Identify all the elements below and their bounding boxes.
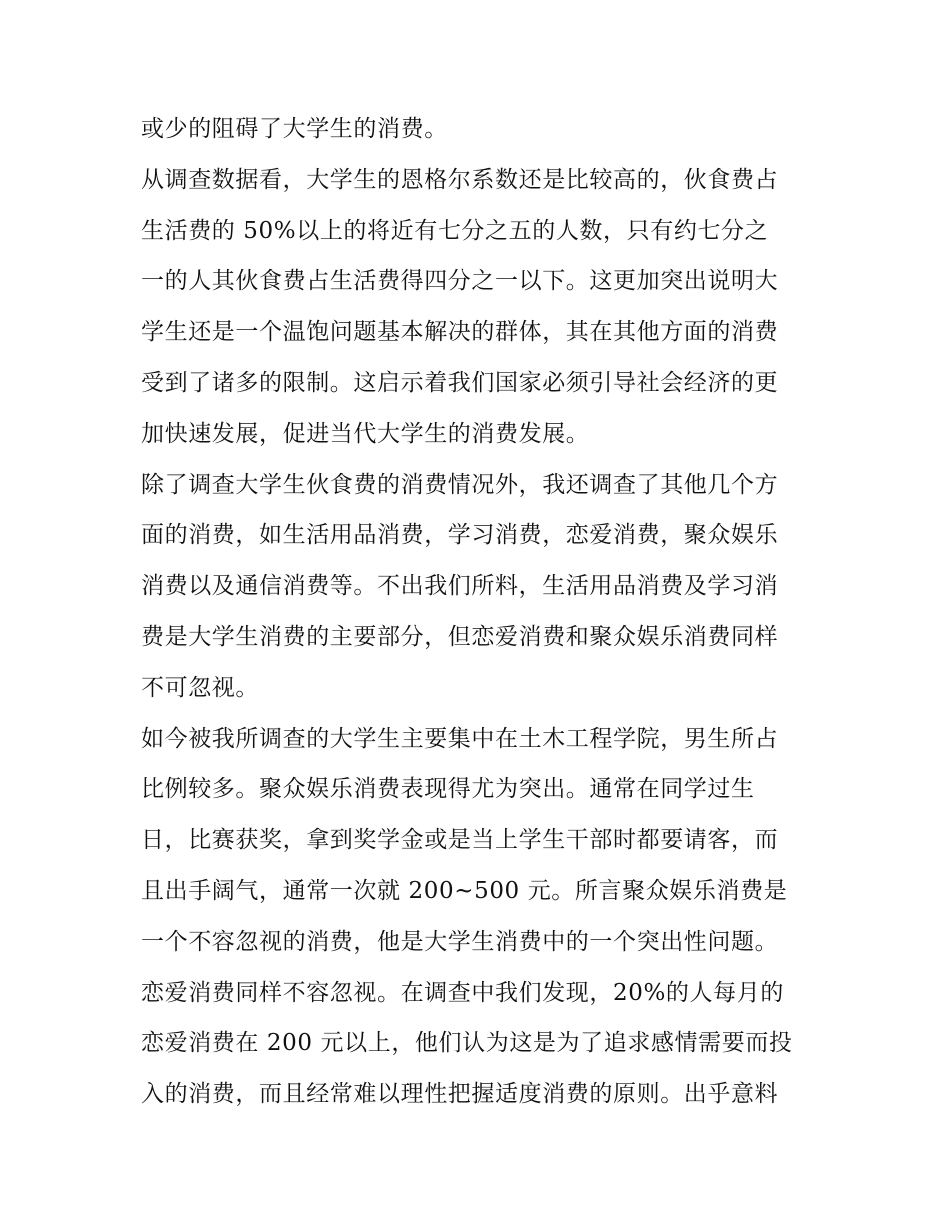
text-line: 受到了诸多的限制。这启示着我们国家必须引导社会经济的更	[141, 369, 779, 396]
text-line: 不可忽视。	[141, 674, 259, 701]
text-line: 日，比赛获奖，拿到奖学金或是当上学生干部时都要请客，而	[141, 827, 779, 854]
text-line: 或少的阻碍了大学生的消费。	[141, 116, 448, 142]
text-line: 学生还是一个温饱问题基本解决的群体，其在其他方面的消费	[141, 319, 779, 346]
text-line: 一的人其伙食费占生活费得四分之一以下。这更加突出说明大	[141, 268, 779, 295]
text-line: 恋爱消费在 200 元以上，他们认为这是为了追求感情需要而投	[141, 1030, 793, 1057]
text-line: 消费以及通信消费等。不出我们所料，生活用品消费及学习消	[141, 573, 779, 600]
text-line: 如今被我所调查的大学生主要集中在土木工程学院，男生所占	[141, 725, 779, 752]
text-line: 生活费的 50%以上的将近有七分之五的人数，只有约七分之	[141, 217, 769, 244]
text-line: 入的消费，而且经常难以理性把握适度消费的原则。出乎意料	[141, 1081, 779, 1108]
text-line: 恋爱消费同样不容忽视。在调查中我们发现，20%的人每月的	[141, 979, 784, 1006]
text-line: 费是大学生消费的主要部分，但恋爱消费和聚众娱乐消费同样	[141, 623, 779, 650]
text-line: 从调查数据看，大学生的恩格尔系数还是比较高的，伙食费占	[141, 166, 779, 193]
text-line: 一个不容忽视的消费，他是大学生消费中的一个突出性问题。	[141, 928, 779, 955]
text-line: 加快速发展，促进当代大学生的消费发展。	[141, 420, 590, 447]
text-line: 且出手阔气，通常一次就 200~500 元。所言聚众娱乐消费是	[141, 877, 788, 904]
text-line: 除了调查大学生伙食费的消费情况外，我还调查了其他几个方	[141, 471, 779, 498]
document-page	[141, 104, 821, 1120]
text-line: 比例较多。聚众娱乐消费表现得尤为突出。通常在同学过生	[141, 776, 755, 803]
text-line: 面的消费，如生活用品消费，学习消费，恋爱消费，聚众娱乐	[141, 522, 779, 549]
